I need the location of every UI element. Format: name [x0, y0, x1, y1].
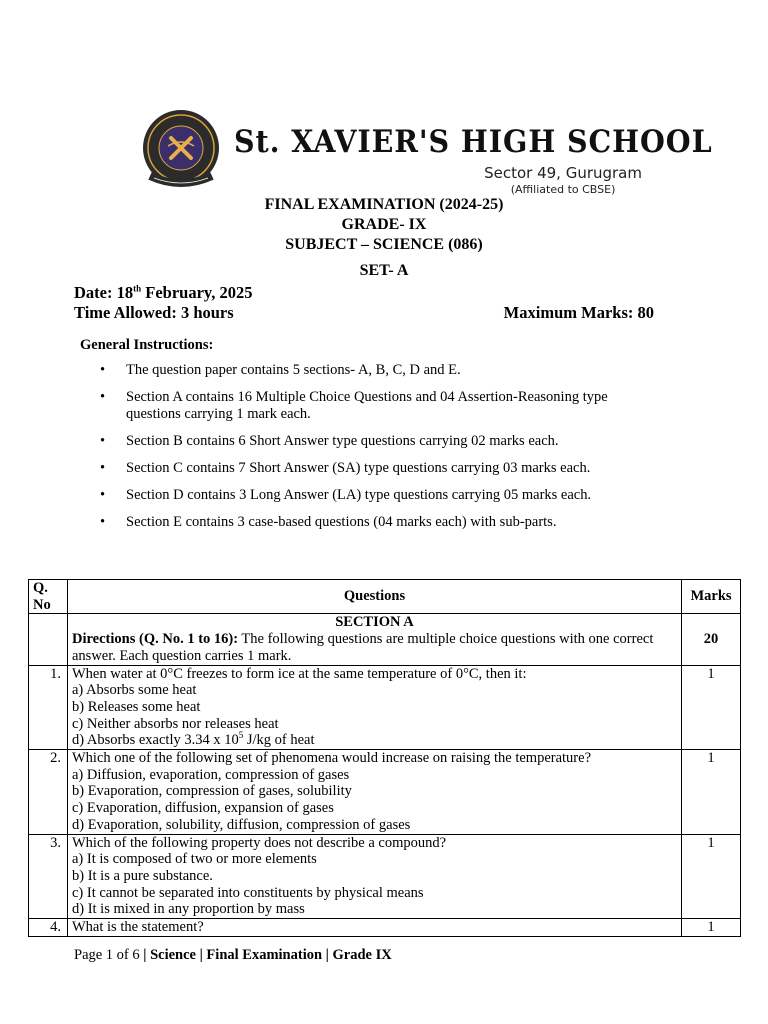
school-name: St. XAVIER'S HIGH SCHOOL — [234, 124, 713, 160]
set-title: SET- A — [359, 262, 409, 279]
option-suffix: J/kg of heat — [243, 732, 315, 749]
table-row — [29, 750, 741, 835]
question-text: When water at 0°C freezes to form ice at the same temperature of 0°C, then it: — [72, 665, 527, 682]
bullet: • — [100, 433, 106, 449]
section-a-row — [29, 614, 741, 665]
section-a-no — [29, 614, 68, 665]
instruction-text: Section A contains 16 Multiple Choice Questions and 04 Assertion-Reasoning type questions carrying 1 mark each. — [126, 389, 608, 422]
option: c) It cannot be separated into constituents by physical means — [72, 884, 424, 901]
option: a) It is composed of two or more elements — [72, 851, 317, 868]
instruction-text: The question paper contains 5 sections- A, B, C, D and E. — [126, 362, 461, 378]
table-row — [29, 919, 741, 937]
exam-date — [74, 283, 253, 303]
exam-titles — [0, 195, 768, 281]
grade-title: GRADE- IX — [341, 216, 427, 233]
question-number: 3. — [29, 834, 68, 919]
school-affiliation: (Affiliated to CBSE) — [510, 183, 616, 196]
exam-title: FINAL EXAMINATION (2024-25) — [264, 196, 504, 213]
section-a-marks: 20 — [682, 614, 741, 665]
instruction-text: Section D contains 3 Long Answer (LA) type questions carrying 05 marks each. — [126, 487, 592, 503]
question-marks: 1 — [682, 834, 741, 919]
option: c) Neither absorbs nor releases heat — [72, 715, 279, 732]
table-row — [29, 665, 741, 750]
question-cell — [68, 750, 682, 835]
instruction-item — [100, 514, 660, 531]
instruction-item — [100, 362, 660, 379]
instruction-item — [100, 389, 660, 423]
page-footer — [74, 947, 392, 964]
option: b) Evaporation, compression of gases, solubility — [72, 783, 352, 800]
instruction-item — [100, 487, 660, 504]
bullet: • — [100, 389, 106, 405]
bullet: • — [100, 362, 106, 378]
option — [72, 732, 677, 749]
instruction-text: Section C contains 7 Short Answer (SA) type questions carrying 03 marks each. — [126, 460, 591, 476]
option-superscript: 5 — [238, 730, 244, 741]
date-prefix: Date: 18 — [74, 283, 134, 302]
question-cell — [68, 834, 682, 919]
header-qno — [29, 580, 68, 614]
school-header — [140, 108, 713, 196]
question-marks: 1 — [682, 750, 741, 835]
question-number: 2. — [29, 750, 68, 835]
instruction-text: Section E contains 3 case-based questions (04 marks each) with sub-parts. — [126, 514, 557, 530]
section-a-cell — [68, 614, 682, 665]
table-row — [29, 834, 741, 919]
instructions-list — [100, 362, 660, 541]
instruction-item — [100, 433, 660, 450]
option: a) Absorbs some heat — [72, 682, 197, 699]
question-marks: 1 — [682, 919, 741, 937]
school-address — [484, 164, 642, 196]
question-marks: 1 — [682, 665, 741, 750]
header-questions: Questions — [68, 580, 682, 614]
subject-title: SUBJECT – SCIENCE (086) — [285, 236, 483, 253]
table-header-row — [29, 580, 741, 614]
option: b) It is a pure substance. — [72, 867, 213, 884]
question-text: Which of the following property does not describe a compound? — [72, 834, 447, 851]
header-marks: Marks — [682, 580, 741, 614]
maximum-marks: Maximum Marks: 80 — [503, 303, 654, 322]
question-number: 4. — [29, 919, 68, 937]
questions-table — [28, 579, 741, 937]
question-number: 1. — [29, 665, 68, 750]
option: b) Releases some heat — [72, 698, 201, 715]
question-cell — [68, 919, 682, 937]
option: a) Diffusion, evaporation, compression of gases — [72, 766, 350, 783]
option: c) Evaporation, diffusion, expansion of gases — [72, 800, 334, 817]
bullet: • — [100, 514, 106, 530]
header-qno-line1: Q. — [33, 580, 48, 596]
page-number: Page 1 of 6 — [74, 947, 140, 963]
date-suffix: February, 2025 — [141, 283, 253, 302]
directions-text: The following questions are multiple choice questions with one correct answer. Each question carries 1 mark. — [72, 631, 654, 664]
section-a-title: SECTION A — [335, 614, 414, 631]
bullet: • — [100, 460, 106, 476]
question-cell — [68, 665, 682, 750]
instruction-text: Section B contains 6 Short Answer type questions carrying 02 marks each. — [126, 433, 559, 449]
bullet: • — [100, 487, 106, 503]
school-location: Sector 49, Gurugram — [484, 164, 642, 182]
directions-label: Directions (Q. No. 1 to 16): — [72, 631, 239, 648]
question-text: What is the statement? — [72, 919, 204, 936]
time-allowed: Time Allowed: 3 hours — [74, 303, 234, 322]
header-qno-line2: No — [33, 596, 51, 613]
option-prefix: d) Absorbs exactly 3.34 x 10 — [72, 732, 239, 749]
section-a-directions — [72, 631, 677, 664]
option: d) Evaporation, solubility, diffusion, compression of gases — [72, 816, 411, 833]
question-text: Which one of the following set of phenomena would increase on raising the temperature? — [72, 750, 592, 767]
footer-label: | Science | Final Examination | Grade IX — [139, 947, 392, 963]
date-superscript: th — [133, 283, 142, 294]
option: d) It is mixed in any proportion by mass — [72, 901, 305, 918]
school-seal-icon — [140, 108, 222, 190]
instructions-title: General Instructions: — [80, 337, 214, 353]
instruction-item — [100, 460, 660, 477]
